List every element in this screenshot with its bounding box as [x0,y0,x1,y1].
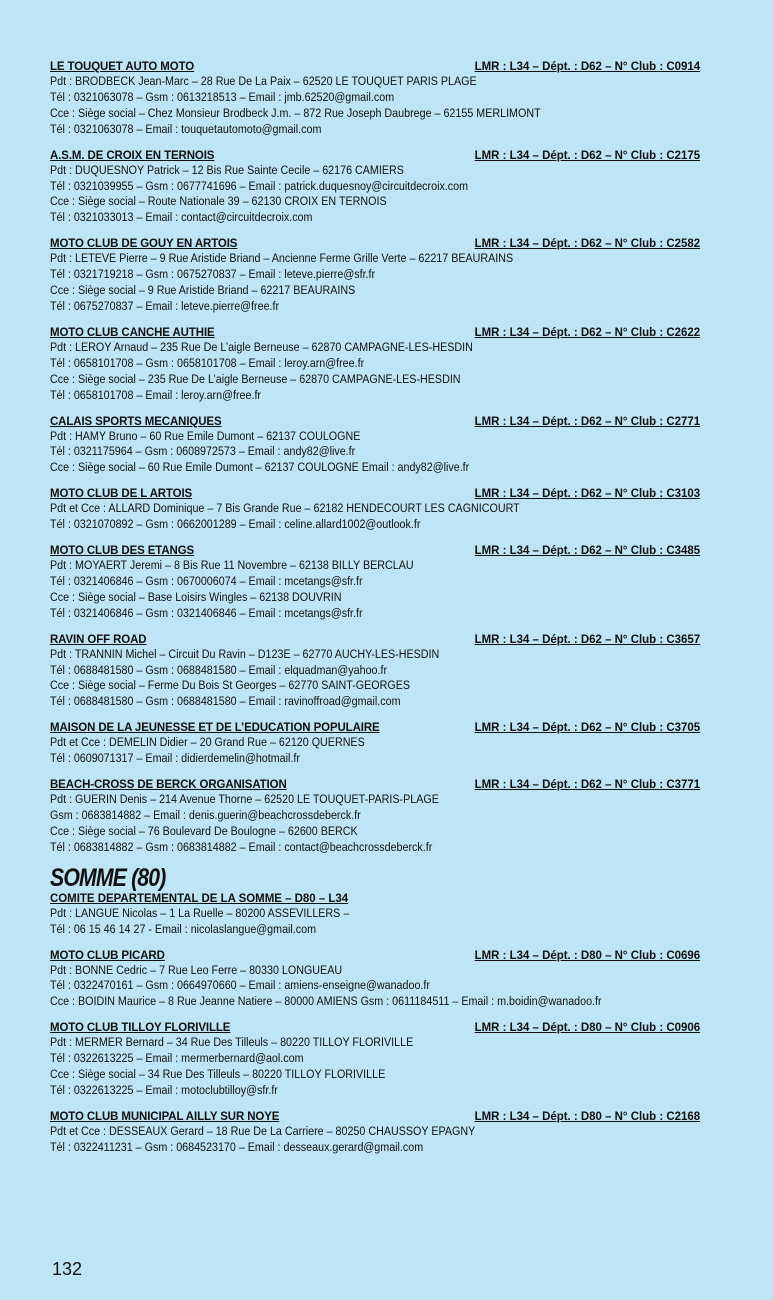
club-detail-line: Cce : Siège social – Ferme Du Bois St Georges – 62770 SAINT-GEORGES [50,678,411,693]
club-name: MOTO CLUB DE L ARTOIS [50,486,193,501]
club-detail-line: Tél : 0321175964 – Gsm : 0608972573 – Email : andy82@live.fr [50,444,356,459]
club-name: MOTO CLUB DE GOUY EN ARTOIS [50,236,238,251]
club-name: MOTO CLUB TILLOY FLORIVILLE [50,1020,231,1035]
club-name: CALAIS SPORTS MECANIQUES [50,413,222,428]
club-entry [50,59,700,138]
club-detail-line: Cce : Siège social – Route Nationale 39 – 62130 CROIX EN TERNOIS [50,194,387,209]
club-name: LE TOUQUET AUTO MOTO [50,59,195,73]
club-code: LMR : L34 – Dépt. : D62 – N° Club : C2622 [474,324,701,339]
club-name: RAVIN OFF ROAD [50,631,147,646]
club-header [50,236,700,251]
committee-line: Tél : 06 15 46 14 27 - Email : nicolaslangue@gmail.com [50,921,317,936]
club-detail-line: Pdt et Cce : ALLARD Dominique – 7 Bis Grande Rue – 62182 HENDECOURT LES CAGNICOURT [50,501,520,516]
club-detail-line: Pdt : HAMY Bruno – 60 Rue Emile Dumont – 62137 COULOGNE [50,428,361,443]
club-detail-line: Tél : 0321070892 – Gsm : 0662001289 – Email : celine.allard1002@outlook.fr [50,517,421,532]
club-code: LMR : L34 – Dépt. : D62 – N° Club : C3705 [474,720,701,735]
club-detail-line: Pdt : MERMER Bernard – 34 Rue Des Tilleuls – 80220 TILLOY FLORIVILLE [50,1035,414,1050]
club-detail-line: Tél : 0321406846 – Gsm : 0321406846 – Email : mcetangs@sfr.fr [50,605,363,620]
club-detail-line: Tél : 0321033013 – Email : contact@circuitdecroix.com [50,210,313,225]
club-detail-line: Pdt : LETEVE Pierre – 9 Rue Aristide Briand – Ancienne Ferme Grille Verte – 62217 BEAURAINS [50,251,514,266]
club-code: LMR : L34 – Dépt. : D62 – N° Club : C2771 [474,413,701,428]
club-entry [50,325,700,404]
club-detail-line: Tél : 0322470161 – Gsm : 0664970660 – Email : amiens-enseigne@wanadoo.fr [50,978,430,993]
club-code: LMR : L34 – Dépt. : D62 – N° Club : C3485 [474,543,701,558]
club-entry [50,720,700,767]
club-name: MOTO CLUB MUNICIPAL AILLY SUR NOYE [50,1108,280,1123]
club-detail-line: Tél : 0321039955 – Gsm : 0677741696 – Email : patrick.duquesnoy@circuitdecroix.com [50,178,469,193]
club-entry [50,777,700,856]
committee-title: COMITE DEPARTEMENTAL DE LA SOMME – D80 – L34 [50,890,349,905]
club-detail-line: Pdt : BONNE Cedric – 7 Rue Leo Ferre – 80330 LONGUEAU [50,962,343,977]
club-name: BEACH-CROSS DE BERCK ORGANISATION [50,777,287,792]
club-detail-line: Tél : 0321063078 – Email : touquetautomoto@gmail.com [50,121,322,136]
committee-entry [50,891,700,938]
club-detail-line: Pdt et Cce : DEMELIN Didier – 20 Grand Rue – 62120 QUERNES [50,735,365,750]
committee-line: Pdt : LANGUE Nicolas – 1 La Ruelle – 80200 ASSEVILLERS – [50,905,350,920]
club-detail-line: Pdt : DUQUESNOY Patrick – 12 Bis Rue Sainte Cecile – 62176 CAMIERS [50,162,404,177]
club-entry [50,414,700,477]
club-header [50,632,700,647]
club-detail-line: Cce : Siège social – 9 Rue Aristide Briand – 62217 BEAURAINS [50,283,356,298]
club-name: MAISON DE LA JEUNESSE ET DE L’EDUCATION POPULAIRE [50,720,380,735]
club-header [50,486,700,501]
club-detail-line: Tél : 0321719218 – Gsm : 0675270837 – Email : leteve.pierre@sfr.fr [50,267,376,282]
club-header [50,948,700,963]
club-detail-line: Pdt : MOYAERT Jeremi – 8 Bis Rue 11 Novembre – 62138 BILLY BERCLAU [50,558,414,573]
club-detail-line: Tél : 0688481580 – Gsm : 0688481580 – Email : elquadman@yahoo.fr [50,662,388,677]
club-detail-line: Tél : 0658101708 – Email : leroy.arn@free.fr [50,387,262,402]
club-detail-line: Cce : Siège social – 76 Boulevard De Boulogne – 62600 BERCK [50,823,358,838]
club-detail-line: Cce : Siège social – 60 Rue Emile Dumont – 62137 COULOGNE Email : andy82@live.fr [50,460,470,475]
club-detail-line: Tél : 0321063078 – Gsm : 0613218513 – Email : jmb.62520@gmail.com [50,89,395,104]
club-name: MOTO CLUB DES ETANGS [50,543,195,558]
club-directory [50,59,700,1166]
club-code: LMR : L34 – Dépt. : D62 – N° Club : C3771 [474,777,701,792]
club-header [50,325,700,340]
club-header [50,59,700,74]
club-header [50,148,700,163]
club-detail-line: Pdt : LEROY Arnaud – 235 Rue De L’aigle Berneuse – 62870 CAMPAGNE-LES-HESDIN [50,339,473,354]
club-detail-line: Tél : 0688481580 – Gsm : 0688481580 – Email : ravinoffroad@gmail.com [50,694,401,709]
club-code: LMR : L34 – Dépt. : D62 – N° Club : C2175 [474,147,701,162]
club-entry [50,543,700,622]
club-entry [50,632,700,711]
club-detail-line: Tél : 0322613225 – Email : mermerbernard@aol.com [50,1051,304,1066]
club-code: LMR : L34 – Dépt. : D62 – N° Club : C3657 [474,631,701,646]
club-detail-line: Cce : BOIDIN Maurice – 8 Rue Jeanne Natiere – 80000 AMIENS Gsm : 0611184511 – Email : m.boidin@wanadoo.fr [50,994,602,1009]
club-detail-line: Tél : 0322613225 – Email : motoclubtilloy@sfr.fr [50,1082,278,1097]
club-detail-line: Tél : 0675270837 – Email : leteve.pierre@free.fr [50,298,280,313]
club-detail-line: Tél : 0609071317 – Email : didierdemelin@hotmail.fr [50,751,300,766]
club-detail-line: Cce : Siège social – Base Loisirs Wingles – 62138 DOUVRIN [50,589,342,604]
club-entry [50,236,700,315]
club-detail-line: Tél : 0321406846 – Gsm : 0670006074 – Email : mcetangs@sfr.fr [50,573,363,588]
club-name: MOTO CLUB CANCHE AUTHIE [50,324,215,339]
club-entry [50,948,700,1011]
club-code: LMR : L34 – Dépt. : D62 – N° Club : C3103 [474,486,701,501]
club-entry [50,1020,700,1099]
club-detail-line: Pdt : BRODBECK Jean-Marc – 28 Rue De La Paix – 62520 LE TOUQUET PARIS PLAGE [50,74,477,88]
page-number: 132 [52,1259,83,1279]
club-entry [50,486,700,533]
club-header [50,1109,700,1124]
club-detail-line: Cce : Siège social – 235 Rue De L’aigle Berneuse – 62870 CAMPAGNE-LES-HESDIN [50,371,461,386]
club-detail-line: Pdt : GUERIN Denis – 214 Avenue Thorne – 62520 LE TOUQUET-PARIS-PLAGE [50,792,439,807]
clubs-list-d62 [50,59,700,856]
club-code: LMR : L34 – Dépt. : D80 – N° Club : C2168 [474,1108,701,1123]
club-entry [50,148,700,227]
club-header [50,543,700,558]
club-detail-line: Pdt : TRANNIN Michel – Circuit Du Ravin – D123E – 62770 AUCHY-LES-HESDIN [50,646,440,661]
club-detail-line: Tél : 0658101708 – Gsm : 0658101708 – Email : leroy.arn@free.fr [50,355,365,370]
club-code: LMR : L34 – Dépt. : D62 – N° Club : C0914 [474,59,701,73]
club-header [50,777,700,792]
club-code: LMR : L34 – Dépt. : D80 – N° Club : C0906 [474,1020,701,1035]
club-name: A.S.M. DE CROIX EN TERNOIS [50,147,215,162]
club-detail-line: Tél : 0322411231 – Gsm : 0684523170 – Email : desseaux.gerard@gmail.com [50,1139,424,1154]
club-name: MOTO CLUB PICARD [50,947,165,962]
club-detail-line: Tél : 0683814882 – Gsm : 0683814882 – Email : contact@beachcrossdeberck.fr [50,839,433,854]
club-detail-line: Cce : Siège social – Chez Monsieur Brodbeck J.m. – 872 Rue Joseph Daubrege – 62155 MERLIMONT [50,105,541,120]
club-entry [50,1109,700,1156]
club-detail-line: Gsm : 0683814882 – Email : denis.guerin@beachcrossdeberck.fr [50,808,361,822]
club-header [50,414,700,429]
club-detail-line: Pdt et Cce : DESSEAUX Gerard – 18 Rue De La Carriere – 80250 CHAUSSOY EPAGNY [50,1123,476,1138]
club-code: LMR : L34 – Dépt. : D62 – N° Club : C2582 [474,236,701,251]
club-code: LMR : L34 – Dépt. : D80 – N° Club : C0696 [474,947,701,962]
club-header [50,720,700,735]
club-header [50,1020,700,1035]
section-title-somme: SOMME (80) [50,863,166,892]
club-detail-line: Cce : Siège social – 34 Rue Des Tilleuls – 80220 TILLOY FLORIVILLE [50,1067,386,1082]
clubs-list-d80 [50,948,700,1156]
